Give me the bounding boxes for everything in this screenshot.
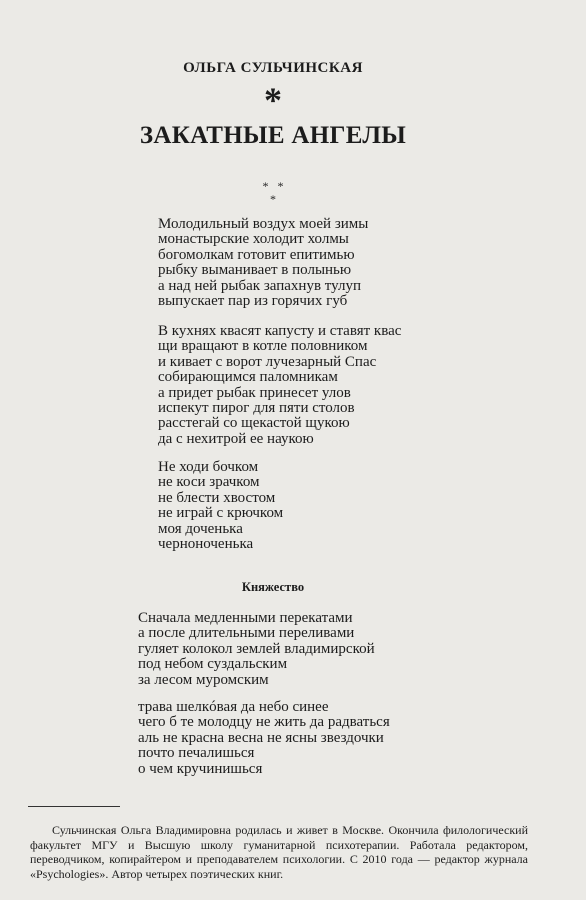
poem-line: выпускает пар из горячих губ <box>158 293 348 310</box>
poem-line: а над ней рыбак запахнув тулуп <box>158 277 361 294</box>
cycle-title: ЗАКАТНЫЕ АНГЕЛЫ <box>139 122 407 149</box>
poem1-stanza1 <box>158 217 368 309</box>
author-name: ОЛЬГА СУЛЬЧИНСКАЯ <box>183 60 363 76</box>
poem-line: Молодильный воздух моей зимы <box>158 216 369 232</box>
poem-line: рыбку выманивает в полынью <box>158 262 352 279</box>
poem-line: монастырские холодит холмы <box>158 231 349 248</box>
asterism-divider <box>0 180 546 206</box>
poem-line: а после длительными переливами <box>138 625 355 642</box>
poem-line: богомолкам готовит епитимью <box>158 246 355 263</box>
poem-line: а придет рыбак принесет улов <box>158 384 351 401</box>
section-heading: Княжество <box>241 580 305 594</box>
footnote-divider <box>28 806 120 807</box>
asterism-top: * * <box>262 179 284 193</box>
asterism-bottom: * <box>270 192 276 206</box>
poem-line: расстегай со щекастой щукою <box>158 415 350 432</box>
decorative-asterisk: * <box>264 80 282 120</box>
poem-line: щи вращают в котле половником <box>158 338 368 355</box>
poem-line: почто печалишься <box>138 745 255 762</box>
poem-line: собирающимся паломникам <box>158 369 338 386</box>
poem-line: не блести хвостом <box>158 489 276 506</box>
poem-line: черноноченька <box>158 536 254 553</box>
poem-line: гуляет колокол землей владимирской <box>138 640 375 657</box>
poem-line: о чем кручинишься <box>138 760 263 777</box>
poem-line: да с нехитрой ее наукою <box>158 430 314 447</box>
poem-line: Не ходи бочком <box>158 459 259 475</box>
author-bio-footnote: Сульчинская Ольга Владимировна родилась и живет в Москве. Окончила филологический факультет МГУ и Высшую школу гуманитарной психотерапии. Работала редактором, переводчиком, копирайтером и преподавателем психологии. С 2010 года — редактор журнала «Psychologies». Автор четырех поэтических книг. <box>30 823 528 881</box>
poem1-stanza2 <box>158 324 401 447</box>
poem2-stanza1 <box>138 611 375 688</box>
poem-line: моя доченька <box>158 520 243 537</box>
poem2-stanza2 <box>138 700 390 777</box>
poem-line: под небом суздальским <box>138 656 288 673</box>
poem-line: трава шелкóвая да небо синее <box>138 699 329 715</box>
poem1-stanza3 <box>158 460 283 552</box>
poem-line: не играй с крючком <box>158 505 284 522</box>
poem-line: и кивает с ворот лучезарный Спас <box>158 353 377 370</box>
poem-line: В кухнях квасят капусту и ставят квас <box>158 323 402 339</box>
poem-line: за лесом муромским <box>138 671 269 688</box>
poem-line: аль не красна весна не ясны звездочки <box>138 729 384 746</box>
poem-line: чего б те молодцу не жить да радваться <box>138 714 390 731</box>
poem-line: Сначала медленными перекатами <box>138 610 353 626</box>
poem-line: не коси зрачком <box>158 474 260 491</box>
poem-line: испекут пирог для пяти столов <box>158 400 355 417</box>
